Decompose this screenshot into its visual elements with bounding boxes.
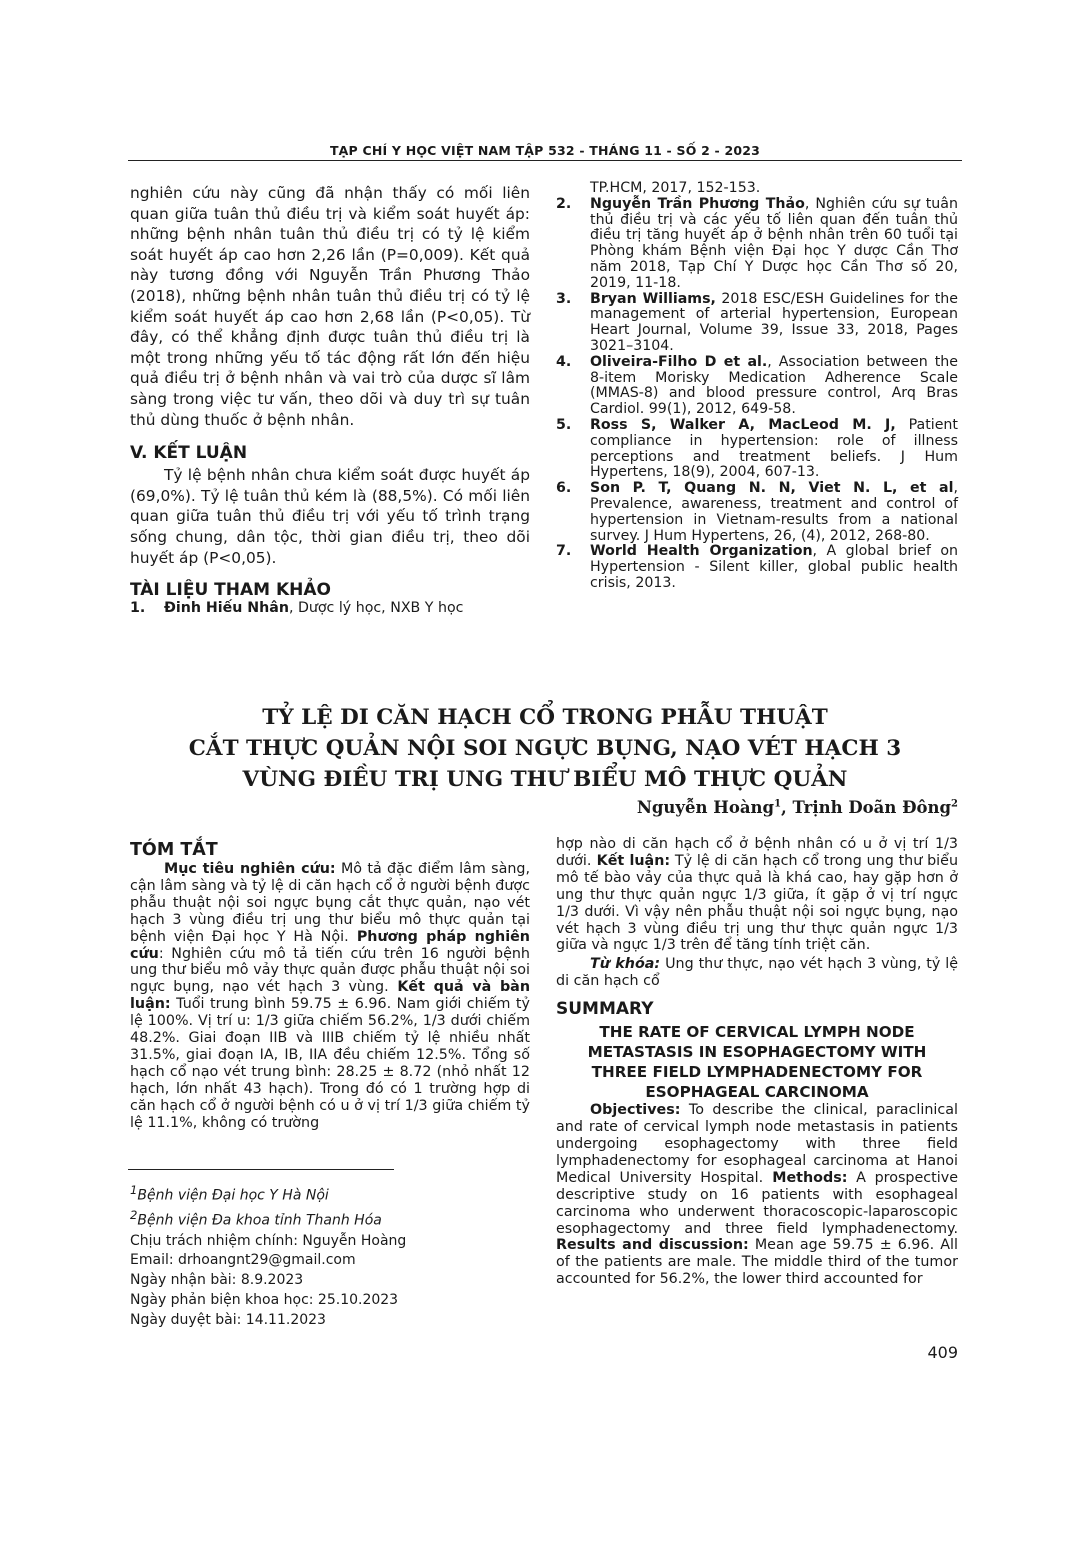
- footnote-rule: [128, 1169, 394, 1170]
- conclusion-paragraph: Tỷ lệ bệnh nhân chưa kiểm soát được huyết áp (69,0%). Tỷ lệ tuân thủ kém là (88,5%). Có mối liên quan giữa tuân thủ điều trị với yếu tố trình trạng sống chung, dân tộc, thời gian điều trị, theo dõi huyết áp (P<0,05).: [130, 466, 530, 567]
- abstract-text: Mô tả đặc điểm lâm sàng, cận lâm sàng và tỷ lệ di căn hạch cổ ở người bệnh được phẫu thuật nội soi ngực bụng cắt thực quản, nạo vét hạch 3 vùng điều trị ung thư biểu mô thực quản tại bệnh viện Đại học Y Hà Nội.: [130, 861, 531, 945]
- reference-number: 6.: [556, 480, 572, 497]
- affiliation-text: Bệnh viện Đa khoa tỉnh Thanh Hóa: [137, 1213, 382, 1230]
- article-title-line: TỶ LỆ DI CĂN HẠCH CỔ TRONG PHẪU THUẬT: [262, 705, 828, 730]
- abstract-text: To describe the clinical, paraclinical and rate of cervical lymph node metastasis in patients undergoing esophagectomy with three field lymphadenectomy for esophageal carcinoma at Hanoi Medical University Hospital.: [556, 1102, 958, 1186]
- prev-article-paragraph: nghiên cứu này cũng đã nhận thấy có mối liên quan giữa tuân thủ điều trị và kiểm soát huyết áp: những bệnh nhân tuân thủ điều trị có tỷ lệ kiểm soát huyết áp cao hơn 2,26 lần (P=0,009). Kết quả này tương đồng với Nguyễn Trần Phương Thảo (2018), những bệnh nhân tuân thủ điều trị có tỷ lệ kiểm soát huyết áp cao hơn 2,68 lần (P<0,05). Từ đây, có thể khẳng định được tuân thủ điều trị là một trong những yếu tố tác động rất lớn đến hiệu quả điều trị ở bệnh nhân và vai trò của dược sĩ lâm sàng trong việc tư vấn, theo dõi và duy trì sự tuân thủ dùng thuốc ở bệnh nhân.: [130, 184, 530, 429]
- reference-text: , A global brief on Hypertension - Silent killer, global public health crisis, 2013.: [590, 543, 958, 591]
- english-title-line: THE RATE OF CERVICAL LYMPH NODE: [599, 1023, 915, 1042]
- reference-number: 1.: [130, 600, 146, 617]
- reference-item: [556, 292, 958, 355]
- reference-text: , Prevalence, awareness, treatment and control of hypertension in Vietnam-results from a national survey. J Hum Hypertens, 26, (4), 2012, 268-80.: [590, 480, 958, 544]
- abstract-text: Mean age 59.75 ± 6.96. All of the patients are male. The middle third of the tumor accounted for 56.2%, the lower third accounted for: [556, 1237, 958, 1288]
- reference-number: 5.: [556, 416, 572, 433]
- reference-text: , Dược lý học, NXB Y học: [288, 600, 464, 617]
- abstract-label: Phương pháp nghiên cứu: [130, 928, 530, 962]
- keywords-label: Từ khóa:: [590, 956, 661, 973]
- reference-text: , Association between the 8-item Morisky Medication Adherence Scale (MMAS-8) and blood pressure control, Arq Bras Cardiol. 99(1), 2012, 649-58.: [590, 353, 958, 418]
- footnote-mark: 2: [130, 1208, 138, 1223]
- abstract-label: Kết quả và bàn luận:: [130, 979, 530, 1013]
- reference-author: World Health Organization: [590, 543, 813, 560]
- reference-author: Bryan Williams,: [590, 290, 716, 307]
- journal-header: TẠP CHÍ Y HỌC VIỆT NAM TẬP 532 - THÁNG 11 - SỐ 2 - 2023: [329, 143, 761, 158]
- references-heading: TÀI LIỆU THAM KHẢO: [130, 580, 331, 601]
- reference-body: [590, 197, 958, 292]
- reference-number: 2.: [556, 195, 572, 212]
- author-separator: ,: [781, 798, 793, 817]
- reviewed-date: Ngày phản biện khoa học: 25.10.2023: [130, 1291, 399, 1308]
- abstract-heading: TÓM TẮT: [130, 840, 218, 860]
- received-date: Ngày nhận bài: 8.9.2023: [130, 1272, 304, 1289]
- reference-body: [590, 544, 958, 591]
- author-name: Nguyễn Hoàng: [636, 798, 775, 817]
- article-title-line: VÙNG ĐIỀU TRỊ UNG THƯ BIỂU MÔ THỰC QUẢN: [242, 767, 848, 792]
- author-line: [637, 798, 958, 817]
- english-title: [556, 1022, 958, 1102]
- affiliation-2: [130, 1206, 530, 1231]
- reference-number: 4.: [556, 353, 572, 370]
- article-title: [145, 702, 945, 795]
- prev-article-left-column: [130, 183, 530, 617]
- english-title-line: ESOPHAGEAL CARCINOMA: [645, 1083, 869, 1102]
- abstract-label: Methods:: [763, 1169, 848, 1186]
- abstract-label: Mục tiêu nghiên cứu:: [164, 861, 336, 877]
- reference-continuation: TP.HCM, 2017, 152-153.: [590, 180, 761, 196]
- keywords: [556, 956, 958, 990]
- email: Email: drhoangnt29@gmail.com: [130, 1252, 356, 1269]
- reference-author: Son P. T, Quang N. N, Viet N. L, et al: [590, 480, 954, 497]
- abstract-paragraph: [130, 861, 530, 1132]
- affiliation-mark: 2: [951, 798, 958, 810]
- abstract-label: Kết luận:: [591, 852, 671, 869]
- abstract-label: Results and discussion:: [556, 1237, 749, 1254]
- affiliation-text: Bệnh viện Đại học Y Hà Nội: [137, 1187, 329, 1204]
- reference-body: [164, 601, 530, 617]
- header-rule: [128, 160, 962, 161]
- keywords-text: Ung thư thực, nạo vét hạch 3 vùng, tỷ lệ di căn hạch cổ: [556, 956, 959, 990]
- affiliation-mark: 1: [774, 798, 782, 810]
- page-number: 409: [927, 1343, 958, 1362]
- abstract-left-column: [130, 840, 530, 1132]
- affiliation-1: [130, 1181, 530, 1206]
- abstract-label: Objectives:: [590, 1102, 681, 1119]
- reference-item: [556, 544, 958, 591]
- abstract-text: Tỷ lệ di căn hạch cổ trong ung thư biểu mô tế bào vảy của thực quả là khá cao, hay gặp hơn ở ung thư thực quản ngực 1/3 giữa, ít gặp ở vị trí ngực 1/3 dưới. Vì vậy nên phẫu thuật nội soi ngực bụng, nạo vét hạch 3 vùng điều trị ung thư thực quản ngực 1/3 giữa và ngực 1/3 trên để tăng tính triệt căn.: [556, 852, 959, 954]
- reference-body: [590, 481, 958, 544]
- footnotes: [130, 1181, 530, 1330]
- reference-text: , Nghiên cứu sự tuân thủ điều trị và các yếu tố liên quan đến tuân thủ điều trị tăng huyết áp ở bệnh nhân trên 60 tuổi tại Phòng khám Bệnh viện Đại học Y dược Cần Thơ năm 2018, Tạp Chí Y Dược học Cần Thơ số 20, 2019, 11-18.: [590, 195, 958, 291]
- abstract-text: Tuổi trung bình 59.75 ± 6.96. Nam giới chiếm tỷ lệ 100%. Vị trí u: 1/3 giữa chiếm 56.2%, 1/3 dưới chiếm 48.2%. Giai đoạn IIB và IIIB chiếm tỷ lệ nhiều nhất 31.5%, giai đoạn IA, IB, IIA đều chiếm 12.5%. Tổng số hạch cổ nạo vét trung bình: 28.25 ± 8.72 (nhỏ nhất 12 hạch, lớn nhất 43 hạch). Trong đó có 1 trường hợp di căn hạch cổ ở người bệnh có u ở vị trí 1/3 giữa chiếm tỷ lệ 11.1%, không có trường: [130, 996, 530, 1131]
- conclusion-heading: V. KẾT LUẬN: [130, 443, 248, 464]
- reference-body: [590, 292, 958, 355]
- abstract-text: : Nghiên cứu mô tả tiến cứu trên 16 người bệnh ung thư biểu mô vảy thực quản được phẫu thuật nội soi ngực bụng, nạo vét hạch 3 vùng.: [130, 945, 530, 996]
- reference-item: [556, 481, 958, 544]
- article-title-line: CẮT THỰC QUẢN NỘI SOI NGỰC BỤNG, NẠO VÉT HẠCH 3: [188, 736, 902, 761]
- reference-number: 7.: [556, 543, 572, 560]
- corresponding-author: Chịu trách nhiệm chính: Nguyễn Hoàng: [130, 1232, 407, 1249]
- reference-item: [556, 197, 958, 292]
- footnote-mark: 1: [130, 1183, 138, 1197]
- reference-item: [556, 355, 958, 418]
- reference-author: Oliveira-Filho D et al.: [590, 353, 768, 370]
- reference-text: Patient compliance in hypertension: role of illness perceptions and treatment beliefs. J Hum Hypertens, 18(9), 2004, 607-13.: [590, 416, 958, 481]
- english-abstract-paragraph: [556, 1102, 958, 1288]
- accepted-date: Ngày duyệt bài: 14.11.2023: [130, 1311, 326, 1328]
- prev-article-references-right: [556, 181, 958, 592]
- reference-item: [556, 418, 958, 481]
- english-title-line: THREE FIELD LYMPHADENECTOMY FOR: [591, 1063, 923, 1082]
- reference-body: [590, 418, 958, 481]
- author-name: Trịnh Doãn Đông: [792, 798, 952, 817]
- references-list: [556, 197, 958, 592]
- reference-body: [590, 355, 958, 418]
- abstract-right-column: [556, 836, 958, 1288]
- english-title-line: METASTASIS IN ESOPHAGECTOMY WITH: [587, 1043, 927, 1062]
- abstract-text: A prospective descriptive study on 16 patients with esophageal carcinoma who underwent thoracoscopic-laparoscopic esophagectomy and three field lymphadenectomy.: [556, 1169, 958, 1237]
- reference-author: Đinh Hiếu Nhân: [164, 600, 289, 617]
- reference-number: 3.: [556, 290, 572, 307]
- reference-author: Ross S, Walker A, MacLeod M. J,: [590, 416, 896, 433]
- abstract-text: hợp nào di căn hạch cổ ở bệnh nhân có u ở vị trí 1/3 dưới.: [556, 836, 958, 869]
- reference-text: 2018 ESC/ESH Guidelines for the management of arterial hypertension, European Heart Journal, Volume 39, Issue 33, 2018, Pages 3021–3104.: [590, 290, 958, 354]
- summary-heading: SUMMARY: [556, 999, 654, 1020]
- reference-author: Nguyễn Trần Phương Thảo: [590, 195, 805, 212]
- reference-item: [130, 601, 530, 617]
- abstract-paragraph-continued: [556, 836, 958, 954]
